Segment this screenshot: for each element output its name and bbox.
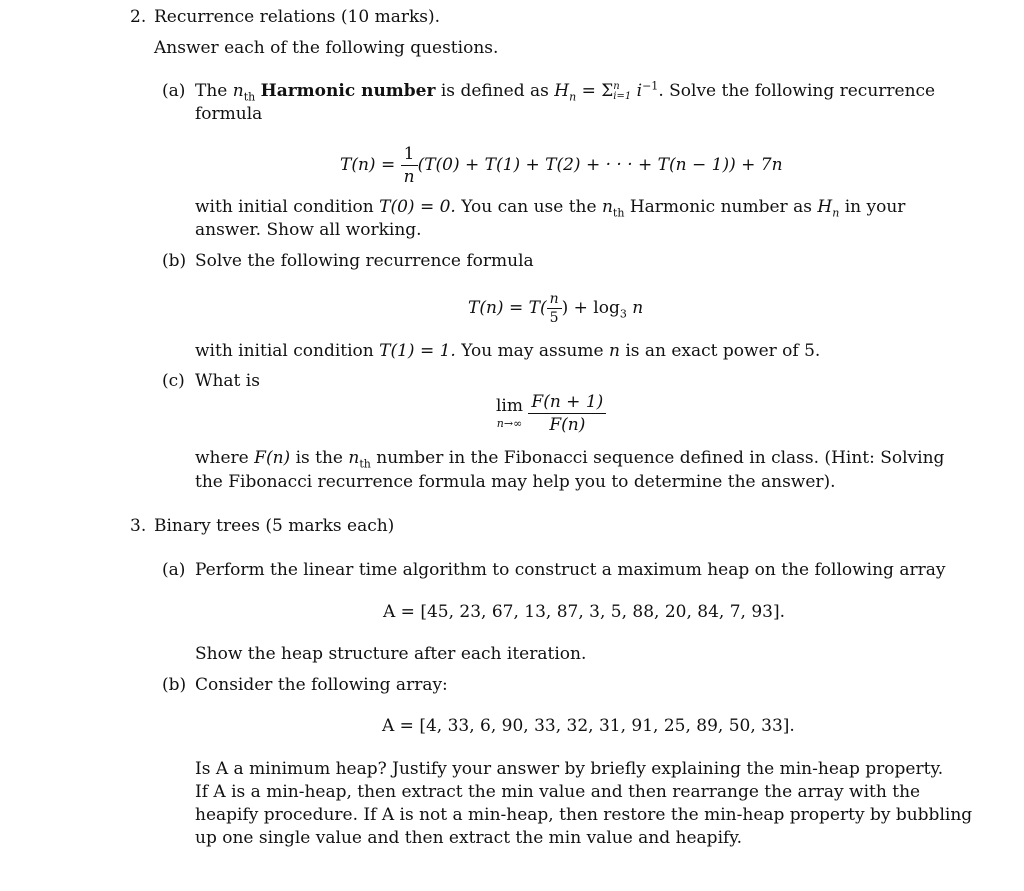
q2a-sum-bot: i=1 [613,90,632,102]
q2b-text: Solve the following recurrence formula [195,251,534,271]
q2a-eq-rhs: (T(0) + T(1) + T(2) + · · · + T(n − 1)) + 7n [417,155,783,176]
q2c-after-1b: F(n) [254,448,291,468]
q2c-frac-den: F(n) [528,413,606,436]
q2c-after-line1 [195,447,944,469]
q2a-text-lead: The [195,81,228,101]
q2b-after-e: is an exact power of 5. [625,341,821,361]
q2a-def-eq: = Σ [581,81,614,101]
q2a-after-1c: You can use the [461,197,597,217]
q3a-after: Show the heap structure after each iteration. [195,644,587,664]
q2c-limit [496,391,606,436]
q2c-text: What is [195,371,260,391]
q2a-defined-as: is defined as [440,81,549,101]
q2a-eq-frac-num: 1 [403,144,415,164]
q2c-after-line2: the Fibonacci recurrence formula may help you to determine the answer). [195,472,836,492]
q3a-text: Perform the linear time algorithm to construct a maximum heap on the following array [195,560,946,580]
q2c-nth: n [348,448,360,468]
q2c-lim-sub: n→∞ [496,417,523,431]
q3b-para-line3: heapify procedure. If A is not a min-heap, then restore the min-heap property by bubbling [195,805,973,825]
q3b-array: A = [4, 33, 6, 90, 33, 32, 31, 91, 25, 89, 50, 33]. [382,716,795,736]
q2a-label: (a) [162,81,186,101]
q2b-equation [468,290,643,327]
q3b-para-line1: Is A a minimum heap? Justify your answer by briefly explaining the min-heap property. [195,759,944,779]
q2-intro: Answer each of the following questions. [154,38,499,58]
q2a-hn: H [554,81,570,101]
q2a-after-nth-sub: th [612,206,625,220]
q3b-para-line2: If A is a min-heap, then extract the min value and then rearrange the array with the [195,782,921,802]
q2b-log-arg: n [632,298,644,319]
q3a-array: A = [45, 23, 67, 13, 87, 3, 5, 88, 20, 84, 7, 93]. [383,602,786,622]
q3-number: 3. [130,516,147,536]
q3a-label: (a) [162,560,186,580]
q2c-nth-sub: th [359,457,371,471]
q2a-line1 [195,80,935,102]
q2a-equation [340,143,783,188]
q2c-frac [528,391,606,436]
q2c-after-1c: is the [295,448,343,468]
q2a-after-hn: H [817,197,833,217]
q2a-sum-top: n [613,80,620,92]
q2c-label: (c) [162,371,185,391]
q2a-eq-frac [401,143,418,188]
q2a-text-tail: . Solve the following recurrence [658,81,936,101]
q2-number: 2. [130,7,147,27]
q2c-after-1a: where [195,448,249,468]
q2a-sum-exp: −1 [642,79,659,93]
q2a-nth-sub: th [243,90,256,104]
q3-title: Binary trees (5 marks each) [154,516,395,536]
q2-title: Recurrence relations (10 marks). [154,7,441,27]
q2a-after-hn-sub: n [832,206,840,220]
q2a-after-line2: answer. Show all working. [195,220,422,240]
q2a-after-1d: Harmonic number as [629,197,812,217]
q2b-eq-frac [547,290,562,327]
q2a-after-1e: in your [844,197,906,217]
q2b-eq-frac-num: n [549,291,559,307]
q2a-hn-sub: n [569,90,577,104]
q2a-after-1a: with initial condition [195,197,374,217]
q2b-after-a: with initial condition [195,341,374,361]
q2c-frac-num: F(n + 1) [531,392,604,412]
q2a-harmonic-term: Harmonic number [260,81,436,101]
q2b-after [195,340,820,362]
q2a-eq-frac-den: n [401,165,418,188]
q2a-line2: formula [195,104,263,124]
q2a-after-nth: n [601,197,613,217]
q3b-para-line4: up one single value and then extract the min value and heapify. [195,828,743,848]
q2a-after-line1 [195,196,905,218]
q2a-eq-lhs: T(n) = [340,155,396,176]
q2a-nth: n [232,81,244,101]
q2b-after-b: T(1) = 1. [379,341,456,361]
q2b-log-base: 3 [619,307,627,321]
q3b-text: Consider the following array: [195,675,448,695]
q2c-after-1d: number in the Fibonacci sequence defined in class. (Hint: Solving [376,448,945,468]
q3b-label: (b) [162,675,187,695]
q2b-after-d: n [608,341,620,361]
q2a-sum-term: i [636,81,643,101]
q2c-lim-word: lim [496,396,523,417]
q2a-after-1b: T(0) = 0. [379,197,456,217]
q2b-eq-lhs: T(n) = T( [468,298,547,319]
q2b-label: (b) [162,251,187,271]
q2b-eq-rhs: ) + log [561,298,620,319]
q2c-lim [496,395,523,431]
q2b-after-c: You may assume [461,341,604,361]
q2b-eq-frac-den: 5 [547,308,562,327]
